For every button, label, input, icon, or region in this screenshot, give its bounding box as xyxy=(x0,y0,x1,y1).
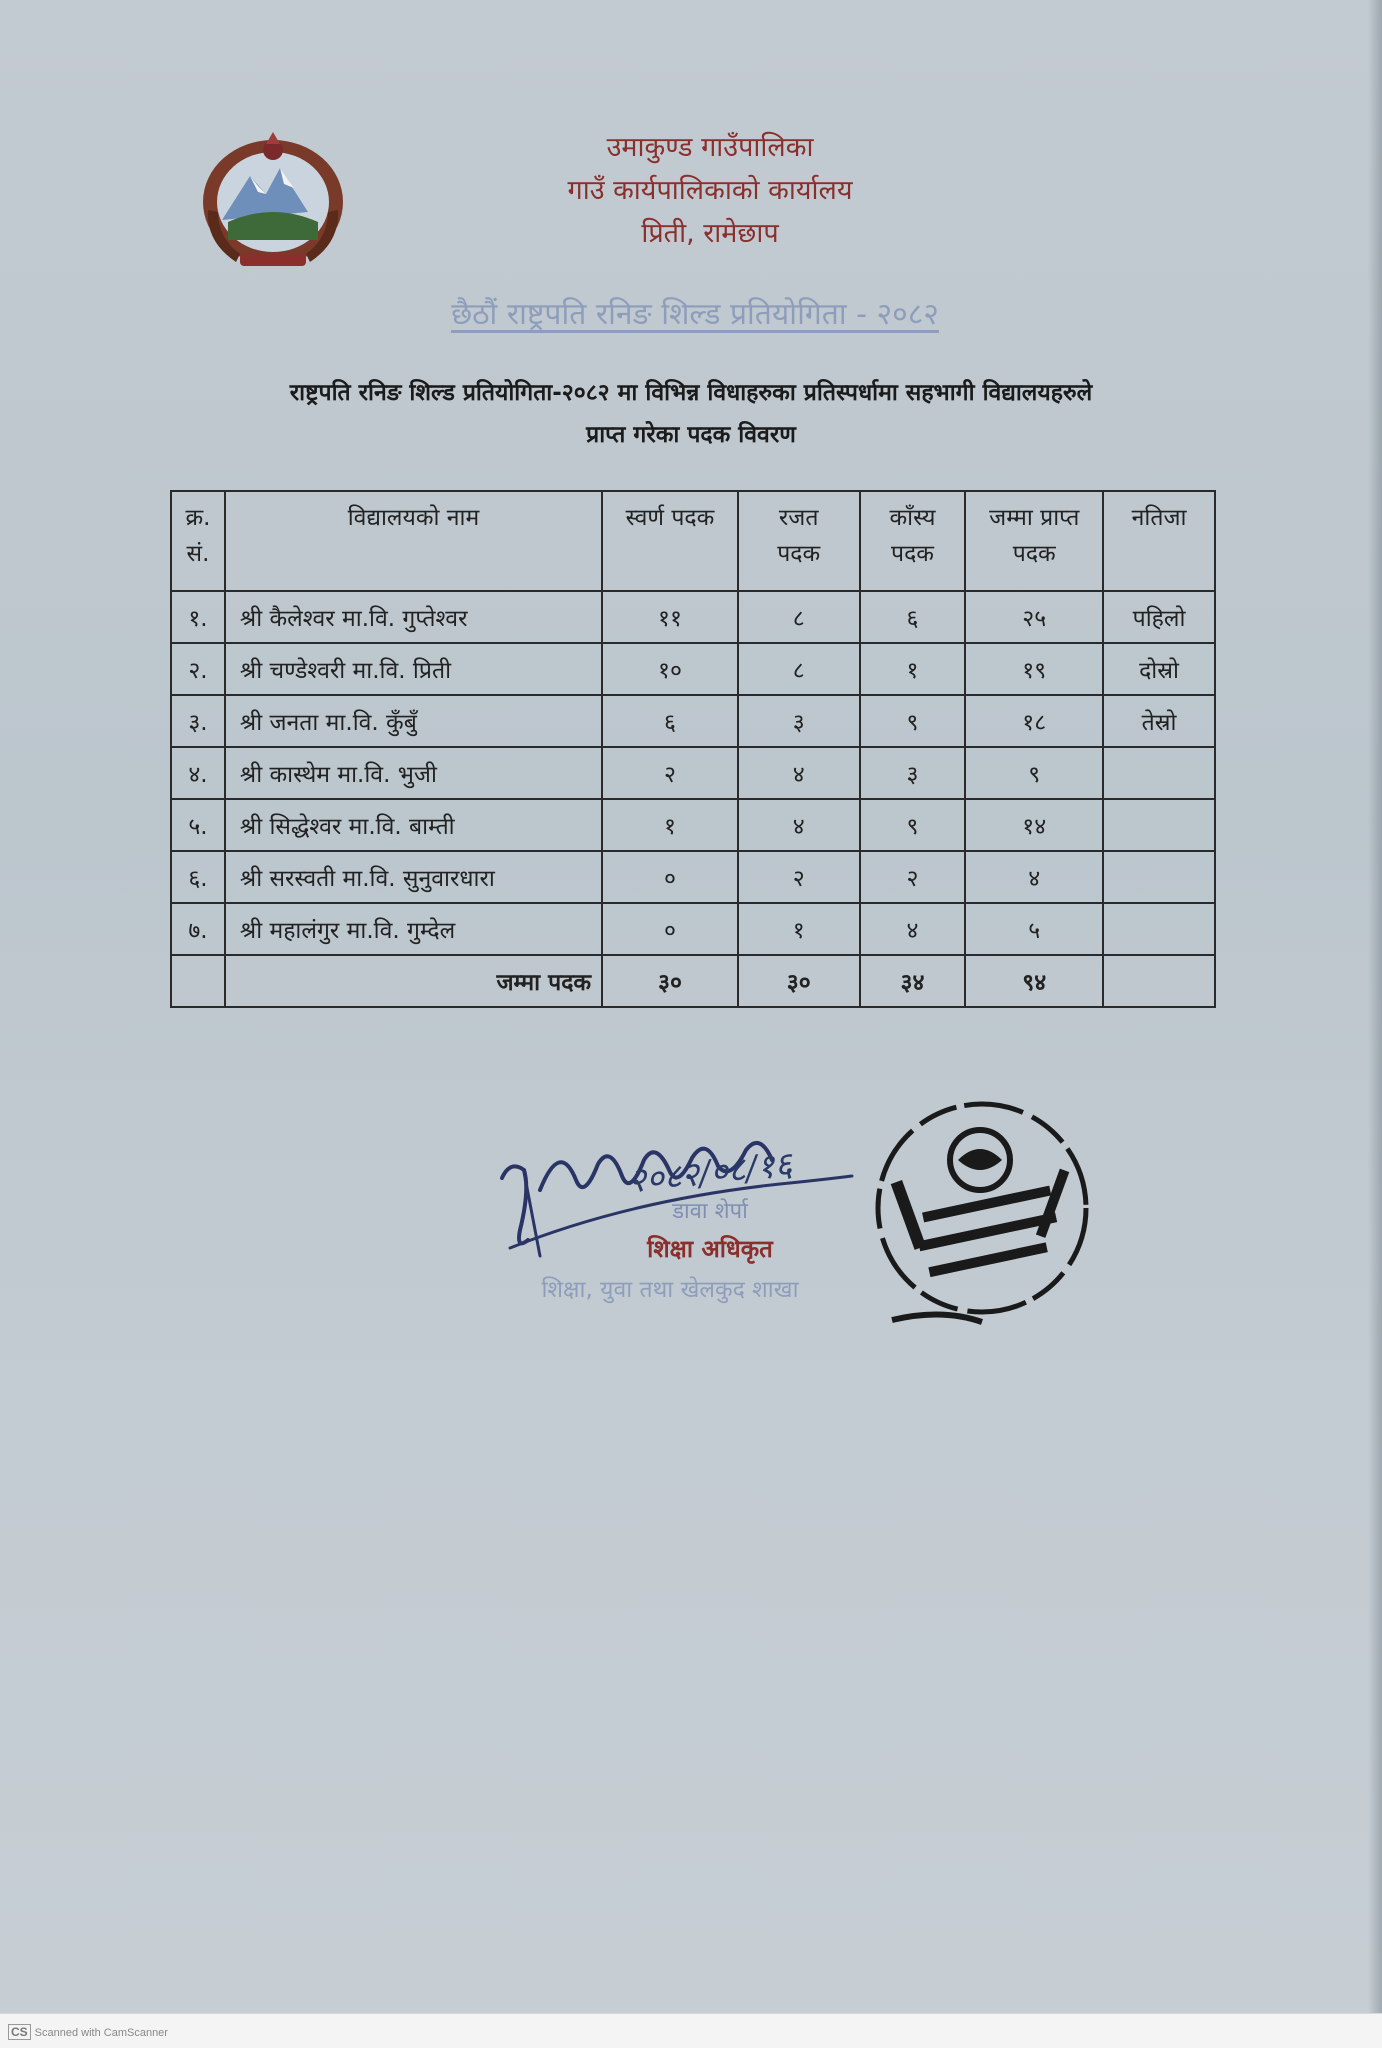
nepal-emblem-icon xyxy=(188,122,358,274)
col-header-bronze: काँस्य पदक xyxy=(860,491,966,591)
subtitle-line-1: राष्ट्रपति रनिङ शिल्ड प्रतियोगिता-२०८२ मा विभिन्न विधाहरुका प्रतिस्पर्धामा सहभागी विद्यालयहरुले xyxy=(289,380,1093,406)
page-edge-shadow xyxy=(1368,0,1382,2048)
table-row xyxy=(171,903,1215,955)
medal-table xyxy=(170,490,1216,1008)
total-silver: ३० xyxy=(738,955,860,1007)
cell-result: दोस्रो xyxy=(1103,643,1215,695)
cell-result: पहिलो xyxy=(1103,591,1215,643)
cell-sn: ३. xyxy=(171,695,225,747)
official-stamp-icon xyxy=(862,1088,1102,1328)
cell-total: १९ xyxy=(965,643,1103,695)
cell-gold: २ xyxy=(602,747,738,799)
cell-sn: २. xyxy=(171,643,225,695)
table-row xyxy=(171,747,1215,799)
col-header-gold: स्वर्ण पदक xyxy=(602,491,738,591)
total-gold: ३० xyxy=(602,955,738,1007)
cell-total: १८ xyxy=(965,695,1103,747)
officer-name: डावा शेर्पा xyxy=(672,1199,748,1224)
cell-silver: ८ xyxy=(738,591,860,643)
cell-total: २५ xyxy=(965,591,1103,643)
document-subtitle xyxy=(150,372,1232,456)
officer-department: शिक्षा, युवा तथा खेलकुद शाखा xyxy=(541,1277,799,1303)
total-bronze: ३४ xyxy=(860,955,966,1007)
cell-bronze: ४ xyxy=(860,903,966,955)
cell-bronze: ९ xyxy=(860,695,966,747)
document-title: छैठौं राष्ट्रपति रनिङ शिल्ड प्रतियोगिता - २०८२ xyxy=(451,297,939,332)
cell-gold: १० xyxy=(602,643,738,695)
cell-silver: ४ xyxy=(738,747,860,799)
cell-gold: ६ xyxy=(602,695,738,747)
totals-row xyxy=(171,955,1215,1007)
col-header-school-name: विद्यालयको नाम xyxy=(225,491,602,591)
cell-bronze: ९ xyxy=(860,799,966,851)
table-row xyxy=(171,799,1215,851)
cell-empty xyxy=(171,955,225,1007)
cell-silver: ४ xyxy=(738,799,860,851)
subtitle-line-2: प्राप्त गरेका पदक विवरण xyxy=(586,422,796,448)
table-row xyxy=(171,591,1215,643)
col-header-result: नतिजा xyxy=(1103,491,1215,591)
camscanner-badge: CS xyxy=(8,2024,31,2040)
cell-silver: २ xyxy=(738,851,860,903)
cell-result xyxy=(1103,851,1215,903)
cell-result xyxy=(1103,903,1215,955)
cell-total: ४ xyxy=(965,851,1103,903)
cell-gold: ० xyxy=(602,851,738,903)
cell-total: ५ xyxy=(965,903,1103,955)
total-all: ९४ xyxy=(965,955,1103,1007)
cell-total: १४ xyxy=(965,799,1103,851)
table-row xyxy=(171,695,1215,747)
cell-silver: ८ xyxy=(738,643,860,695)
cell-school-name: श्री सरस्वती मा.वि. सुनुवारधारा xyxy=(225,851,602,903)
col-header-total: जम्मा प्राप्त पदक xyxy=(965,491,1103,591)
cell-total: ९ xyxy=(965,747,1103,799)
cell-result: तेस्रो xyxy=(1103,695,1215,747)
cell-school-name: श्री चण्डेश्वरी मा.वि. प्रिती xyxy=(225,643,602,695)
header-municipality: उमाकुण्ड गाउँपालिका xyxy=(606,132,814,163)
header-office: गाउँ कार्यपालिकाको कार्यालय xyxy=(567,175,853,206)
cell-sn: ५. xyxy=(171,799,225,851)
cell-silver: ३ xyxy=(738,695,860,747)
camscanner-text: Scanned with CamScanner xyxy=(34,2027,168,2039)
signature-date: २०८२/०८/१६ xyxy=(626,1144,795,1202)
totals-label: जम्मा पदक xyxy=(225,955,602,1007)
officer-block xyxy=(520,1196,900,1310)
header-location: प्रिती, रामेछाप xyxy=(641,218,779,249)
cell-bronze: ६ xyxy=(860,591,966,643)
col-header-sn: क्र. सं. xyxy=(171,491,225,591)
cell-gold: ० xyxy=(602,903,738,955)
cell-sn: ४. xyxy=(171,747,225,799)
cell-school-name: श्री महालंगुर मा.वि. गुम्देल xyxy=(225,903,602,955)
cell-sn: ७. xyxy=(171,903,225,955)
cell-school-name: श्री जनता मा.वि. कुँबुँ xyxy=(225,695,602,747)
cell-gold: १ xyxy=(602,799,738,851)
officer-role: शिक्षा अधिकृत xyxy=(647,1235,773,1263)
cell-empty xyxy=(1103,955,1215,1007)
table-header-row xyxy=(171,491,1215,591)
table-row xyxy=(171,851,1215,903)
cell-gold: ११ xyxy=(602,591,738,643)
scanner-watermark xyxy=(8,2024,168,2040)
cell-bronze: १ xyxy=(860,643,966,695)
col-header-silver: रजत पदक xyxy=(738,491,860,591)
office-header xyxy=(440,126,980,255)
scanner-footer xyxy=(0,2013,1382,2048)
cell-bronze: ३ xyxy=(860,747,966,799)
cell-sn: ६. xyxy=(171,851,225,903)
cell-result xyxy=(1103,799,1215,851)
cell-result xyxy=(1103,747,1215,799)
cell-sn: १. xyxy=(171,591,225,643)
cell-school-name: श्री सिद्धेश्वर मा.वि. बाम्ती xyxy=(225,799,602,851)
cell-school-name: श्री कास्थेम मा.वि. भुजी xyxy=(225,747,602,799)
cell-school-name: श्री कैलेश्वर मा.वि. गुप्तेश्वर xyxy=(225,591,602,643)
cell-bronze: २ xyxy=(860,851,966,903)
cell-silver: १ xyxy=(738,903,860,955)
table-row xyxy=(171,643,1215,695)
